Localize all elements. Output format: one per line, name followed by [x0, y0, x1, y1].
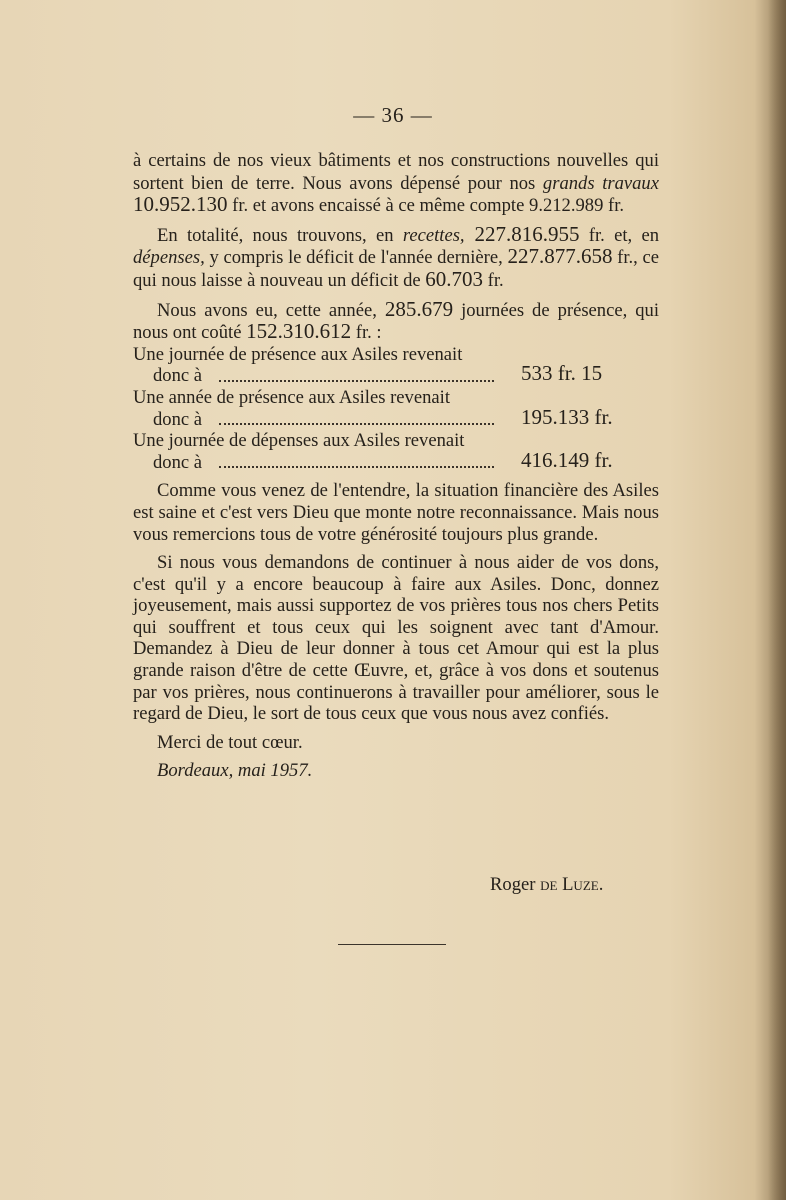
closing-rule: [338, 944, 446, 945]
emphasis-text: dépenses,: [133, 247, 205, 269]
text-run: En totalité, nous trouvons, en: [157, 224, 403, 246]
text-run: journées de présence, qui nous ont coûté: [133, 299, 660, 344]
stat-block-depenses: [133, 430, 659, 473]
text-run: fr., ce qui nous laisse à nouveau un déficit de: [133, 247, 659, 291]
amount-text: 285.679: [384, 296, 454, 321]
text-run: fr. et avons encaissé à ce même compte: [227, 195, 530, 217]
signature-first: Roger: [490, 874, 541, 895]
leader-dots: [219, 466, 494, 468]
stat-block-journee: [133, 344, 659, 387]
stat-prefix: donc à: [153, 365, 203, 387]
stat-value: 533 fr. 15: [521, 361, 603, 386]
text-run: fr. et, en: [579, 224, 660, 246]
stat-value-row: [133, 361, 659, 387]
text-run: fr.: [603, 195, 625, 217]
paragraph-travaux: [133, 150, 659, 217]
place-date-text: Bordeaux, mai 1957.: [157, 760, 313, 782]
stat-prefix: donc à: [153, 408, 203, 430]
stat-value: 195.133 fr.: [521, 404, 613, 429]
amount-text: 10.952.130: [133, 192, 228, 217]
signature-particle: de: [540, 874, 563, 895]
stat-label: Une journée de dépenses aux Asiles revenait: [133, 430, 465, 452]
amount-text: 227.877.658: [507, 244, 613, 269]
paragraph-appel: Si nous vous demandons de continuer à nous aider de vos dons, c'est qu'il y a encore beaucoup à faire aux Asiles. Donc, donnez joyeusement, mais aussi supportez de vos prières tous nos chers Petits qui souffrent et tous ceux qui les soignent avec tant d'Amour. Demandez à Dieu de leur donner à tous cet Amour qui est la plus grande raison d'être de cette Œuvre, et, grâce à vos dons et soutenus par vos prières, nous continuerons à travailler pour améliorer, sous le regard de Dieu, le sort de tous ceux que vous nous avez confiés.: [133, 552, 659, 725]
signature: [490, 874, 603, 896]
text-run: fr. :: [351, 322, 382, 344]
paragraph-totalite: [133, 221, 660, 292]
amount-text: 60.703: [425, 266, 484, 291]
amount-text: 152.310.612: [246, 319, 352, 344]
paragraph-reconnaissance: Comme vous venez de l'entendre, la situation financière des Asiles est saine et c'est vers Dieu que monte notre reconnaissance. Mais nous vous remercions tous de votre générosité toujours plus grande.: [133, 480, 659, 545]
paragraph-presence: [133, 296, 660, 344]
emphasis-text: grands travaux: [542, 172, 659, 194]
text-run: y compris le déficit de l'année dernière,: [204, 247, 508, 269]
text-run: fr.: [483, 269, 504, 291]
stat-label: Une journée de présence aux Asiles revenait: [133, 343, 463, 365]
stat-value: 416.149 fr.: [521, 447, 613, 472]
amount-text: 9.212.989: [529, 195, 604, 217]
page-number: — 36 —: [353, 103, 433, 127]
text-run: à certains de nos vieux bâtiments et nos constructions nouvelles qui sortent bien de terre. Nous avons dépensé pour nos: [133, 150, 659, 194]
place-date: [133, 760, 659, 782]
text-run: Nous avons eu, cette année,: [157, 299, 385, 321]
emphasis-text: recettes,: [402, 224, 465, 246]
stat-value-row: [133, 404, 659, 431]
amount-text: 227.816.955: [464, 221, 580, 246]
signature-last: Luze.: [562, 874, 604, 895]
leader-dots: [219, 423, 494, 425]
stat-block-annee: [133, 387, 659, 430]
body-text: [133, 150, 659, 789]
stat-value-row: [133, 447, 659, 474]
closing-line: Merci de tout cœur.: [157, 731, 303, 753]
stat-prefix: donc à: [153, 451, 203, 473]
stat-label: Une année de présence aux Asiles revenait: [133, 386, 450, 408]
page-edge-shadow: [768, 0, 786, 1200]
leader-dots: [219, 380, 494, 382]
